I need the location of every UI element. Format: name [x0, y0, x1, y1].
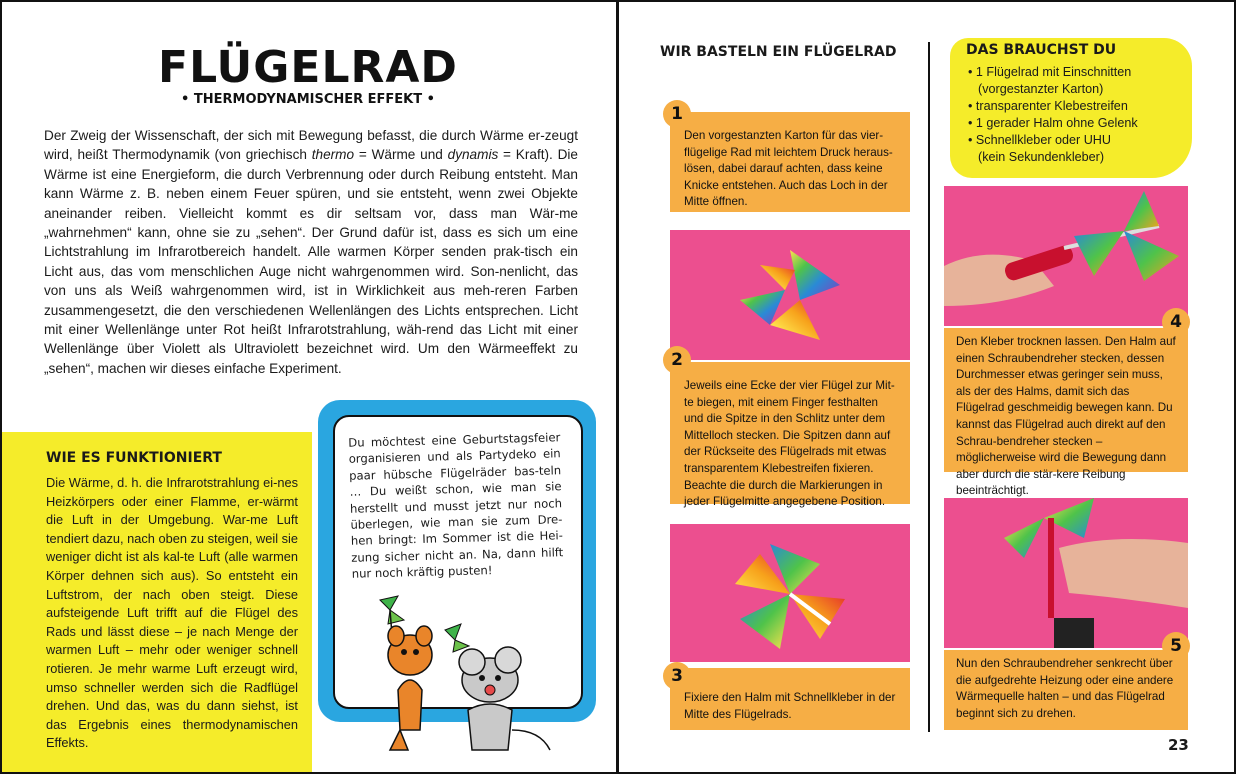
pinwheel-icon	[445, 624, 469, 652]
speech-bubble-text: Du möchtest eine Geburtstagsfeier organisieren und als Partydeko ein paar hübsche Flügelräder bas-teln … Du weißt schon, wie man sie herstellt und musst jetzt nur noch überlegen, wie man sie zum Dre-hen bringt: Im Sommer ist die Hei-zung sicher nicht an. Na, dann hilft nur noch kräftig pusten!	[348, 430, 564, 581]
column-divider	[928, 42, 930, 732]
intro-paragraph	[44, 126, 578, 378]
pinwheel-with-straw-image	[670, 524, 910, 662]
materials-item: • 1 Flügelrad mit Einschnitten	[968, 65, 1132, 79]
hand-with-screwdriver-image	[944, 186, 1188, 326]
folded-pinwheel-image	[670, 230, 910, 360]
step-3-photo	[670, 524, 910, 662]
step-2-photo	[670, 230, 910, 360]
step-1-number: 1	[663, 100, 691, 128]
materials-title: DAS BRAUCHST DU	[966, 42, 1117, 58]
orange-mouse-icon	[388, 626, 432, 750]
step-4-photo	[944, 186, 1188, 326]
step-5-photo	[944, 498, 1188, 648]
step-4-text: Den Kleber trocknen lassen. Den Halm auf einen Schraubendreher stecken, dessen Durchmesser etwas geringer sein muss, als der des Halms, damit sich das Flügelrad geschmeidig bewegen kann. Du kannst das Flügelrad auch direkt auf den Schrau-bendreher stecken – möglicherweise wird die Bewegung dann aber durch die stär-kere Reibung beeinträchtigt.	[956, 335, 1176, 498]
how-it-works-text: Die Wärme, d. h. die Infrarotstrahlung ei-nes Heizkörpers oder einer Flamme, er-wärmt die Luft in der Umgebung. War-me Luft tendiert dazu, nach oben zu steigen, weil sie weniger dicht ist als kal-te Luft (alle warmen Körper dehnen sich aus). So entsteht ein Luftstrom, der nach oben steigt. Diese aufsteigende Luft trifft auf die Flügel des Rads und lässt diese – je nach Menge der warmen Luft – mehr oder weniger schnell rotieren. Je mehr warme Luft erzeugt wird, umso schneller werden sich die Radflügel drehen. Und das, was du dann siehst, ist das Ergebnis eines thermodynamischen Effekts.	[46, 475, 298, 751]
intro-part-3: = Kraft). Die Wärme ist eine Energieform, die durch Verbrennung oder durch Reibung entsteht. Man kann Wärme z. B. neben einem Feuer spüren, und sie entsteht, wenn zwei Objekte aneinander reiben. Vielleicht kommt es dir seltsam vor, dass man Wär-me „wahrnehmen“ kann, ohne sie zu „sehen“. Der Grund dafür ist, dass es sich um eine Lichtstrahlung im Infrarotbereich handelt. Alle warmen Körper senden prak-tisch ein Licht aus, das vom menschlichen Auge nicht wahrgenommen wird. Son-nenlicht, das von uns als Weiß wahrgenommen wird, ist in Wirklichkeit aus meh-reren Farben zusammengesetzt, die den verschiedenen Wellenlängen des Lichts entsprechen. Licht mit einer Wellenlänge unter Rot heißt Infrarotstrahlung, wäh-rend das Licht mit einer Wellenlänge über Violett als Ultraviolett bezeichnet wird. Um den Wärmeeffekt zu „sehen“, machen wir dieses einfache Experiment.	[44, 147, 578, 376]
how-it-works-title: WIE ES FUNKTIONIERT	[46, 450, 222, 466]
instructions-title: WIR BASTELN EIN FLÜGELRAD	[660, 44, 897, 60]
materials-list	[968, 64, 1138, 166]
page-gutter	[616, 0, 619, 774]
step-2-text: Jeweils eine Ecke der vier Flügel zur Mit-te biegen, mit einem Finger festhalten und die Spitze in den Schlitz unter dem Mittelloch stecken. Die Spitzen dann auf der Rückseite des Flügelrads mit etwas transparentem Klebestreifen fixieren. Beachte die durch die Markierungen in jeder Flügelmitte angegebene Position.	[684, 379, 895, 509]
step-5-number: 5	[1162, 632, 1190, 660]
materials-item: • Schnellkleber oder UHU	[968, 133, 1112, 147]
step-3-text: Fixiere den Halm mit Schnellkleber in der Mitte des Flügelrads.	[684, 691, 896, 721]
materials-item: • 1 gerader Halm ohne Gelenk	[968, 116, 1138, 130]
grey-mouse-icon	[459, 647, 550, 750]
step-3-number: 3	[663, 662, 691, 690]
intro-part-1: Der Zweig der Wissenschaft, der sich mit Bewegung befasst, die durch Wärme er-zeugt wird, heißt Thermodynamik (von griechisch	[44, 128, 578, 163]
materials-item: (kein Sekundenkleber)	[978, 150, 1105, 164]
term-dynamis: dynamis	[447, 147, 499, 163]
step-1-text: Den vorgestanzten Karton für das vier-flügelige Rad mit leichtem Druck heraus-lösen, dabei darauf achten, dass keine Knicke entstehen. Auch das Loch in der Mitte öffnen.	[684, 129, 893, 209]
step-4-number: 4	[1162, 308, 1190, 336]
materials-item: • transparenter Klebestreifen	[968, 99, 1128, 113]
page-number: 23	[1168, 736, 1189, 754]
materials-item: (vorgestanzter Karton)	[978, 82, 1104, 96]
cartoon-mice-illustration	[350, 580, 570, 770]
pinwheel-over-heater-image	[944, 498, 1188, 648]
term-thermo: thermo	[311, 147, 355, 163]
page-title: FLÜGELRAD	[158, 42, 458, 93]
step-5-text: Nun den Schraubendreher senkrecht über die aufgedrehte Heizung oder eine andere Wärmequelle halten – und das Flügelrad beginnt sich zu drehen.	[956, 657, 1174, 720]
page-subtitle: • THERMODYNAMISCHER EFFEKT •	[181, 92, 435, 107]
step-2-number: 2	[663, 346, 691, 374]
intro-part-2: = Wärme und	[354, 147, 448, 163]
